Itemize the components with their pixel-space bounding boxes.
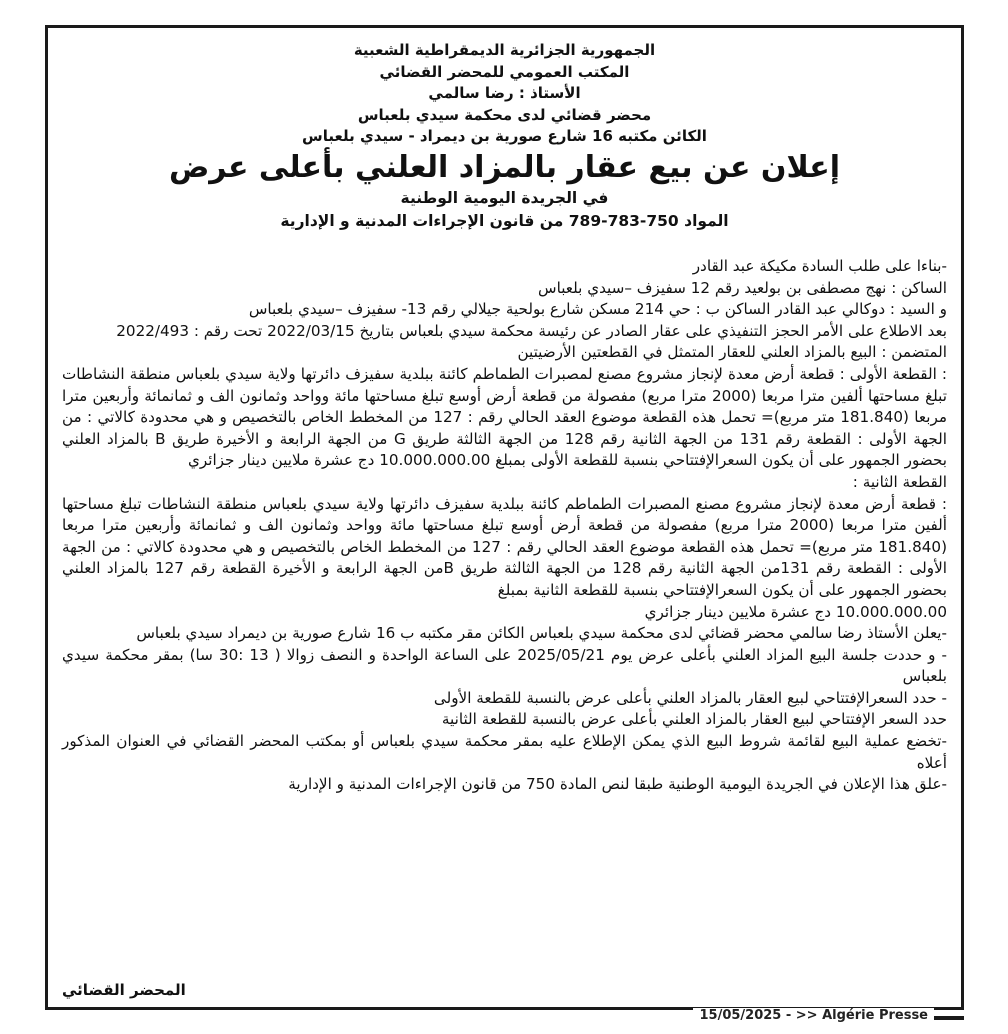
notice-header [48,40,961,233]
body-paragraph-resident-2: و السيد : دوكالي عبد القادر الساكن ب : حي 214 مسكن شارع بولحية جيلالي رقم 13- سفيزف –سيدي بلعباس [248,300,947,319]
body-paragraph-plot-2-price: 10.000.000.00 دج عشرة ملايين دينار جزائري [644,602,947,621]
notice-subtitle-articles: المواد 750-783-789 من قانون الإجراءات المدنية و الإدارية [280,211,729,230]
body-paragraph-conditions: -تخضع عملية البيع لقائمة شروط البيع الذي يمكن الإطلاع عليه بمقر محكمة سيدي بلعباس أو بمكتب المحضر القضائي في العنوان المذكور أعلاه [62,732,947,772]
body-paragraph-subject: المتضمن : البيع بالمزاد العلني للعقار المتمثل في القطعتين الأرضيتين [517,343,947,362]
body-paragraph-plot-2: : قطعة أرض معدة لإنجاز مشروع مصنع المصبرات الطماطم كائنة ببلدية سفيزف دائرتها ولاية سيدي بلعباس منطقة النشاطات تبلغ مساحتها ألفين مترا مربعا (2000 مترا مربع) مفصولة من قطعة أرض أوسع تبلغ مساحتها مائة وواحد وثمانون الف و ثمانمائة وأربعين مترا مربعا (181.840 متر مربع)= تحمل هذه القطعة موضوع العقد الحالي رقم : 127 من المخطط الخاص بالتخصيص و هي محدودة كالاتي : من الجهة الأولى : القطعة رقم 131من الجهة الثانية رقم 128 من الجهة الثالثة طريق Bمن الجهة الرابعة و الأخيرة القطعة رقم 127 بالمزاد العلني بحضور الجمهور على أن يكون السعرالإفتتاحي بنسبة للقطعة الثانية بمبلغ [62,494,948,599]
header-line-republic: الجمهورية الجزائرية الديمقراطية الشعبية [353,41,656,59]
body-paragraph-seizure-order: بعد الاطلاع على الأمر الحجز التنفيذي على عقار الصادر عن رئيسة محكمة سيدي بلعباس بتاريخ 2022/03/15 تحت رقم : 2022/493 [116,321,947,340]
footer-source-tag: 15/05/2025 - >> Algérie Presse [693,1008,934,1023]
header-line-office: المكتب العمومي للمحضر القضائي [379,62,630,81]
footer [45,1008,964,1028]
body-paragraph-plot-2-heading: القطعة الثانية : [852,472,947,491]
body-paragraph-request: -بناءا على طلب السادة مكيكة عبد القادر [692,257,947,275]
notice-subtitle-newspaper: في الجريدة اليومية الوطنية [400,188,609,207]
notice-title: إعلان عن بيع عقار بالمزاد العلني بأعلى عرض [168,149,841,185]
signature: المحضر القضائي [62,981,186,999]
body-paragraph-session: - و حددت جلسة البيع المزاد العلني بأعلى عرض يوم 2025/05/21 على الساعة الواحدة و النصف زوالا ( 13 :30 سا) بمقر محكمة سيدي بلعباس [62,645,947,686]
body-paragraph-price-plot-1: - حدد السعرالإفتتاحي لبيع العقار بالمزاد العلني بأعلى عرض بالنسبة للقطعة الأولى [433,688,947,707]
notice-body [62,256,947,796]
header-line-court: محضر قضائي لدى محكمة سيدي بلعباس [357,105,652,124]
body-paragraph-price-plot-2: حدد السعر الإفتتاحي لبيع العقار بالمزاد العلني بأعلى عرض بالنسبة للقطعة الثانية [441,710,947,729]
header-line-address: الكائن مكتبه 16 شارع صورية بن ديمراد - سيدي بلعباس [302,127,707,145]
body-paragraph-resident-1: الساكن : نهج مصطفى بن بولعيد رقم 12 سفيزف –سيدي بلعباس [538,278,947,297]
body-paragraph-publication: -علق هذا الإعلان في الجريدة اليومية الوطنية طبقا لنص المادة 750 من قانون الإجراءات المدنية و الإدارية [288,775,947,794]
header-line-name: الأستاذ : رضا سالمي [428,84,581,102]
body-paragraph-plot-1: : القطعة الأولى : قطعة أرض معدة لإنجاز مشروع مصنع لمصبرات الطماطم كائنة ببلدية سفيزف دائرتها ولاية سيدي بلعباس منطقة النشاطات تبلغ مساحتها ألفين مترا مربعا (2000 مترا مربع) مفصولة من قطعة أرض أوسع تبلغ مساحتها مائة وواحد وثمانون الف و ثمانمائة وأربعين مترا مربعا (181.840 متر مربع)= تحمل هذه القطعة موضوع العقد الحالي رقم : 127 من المخطط الخاص بالتخصيص و هي محدودة كالاتي : من الجهة الأولى : القطعة رقم 131 من الجهة الثانية رقم 128 من الجهة الثالثة طريق G من الجهة الرابعة و الأخيرة طريق B بالمزاد العلني بحضور الجمهور على أن يكون السعرالإفتتاحي بنسبة للقطعة الأولى بمبلغ 10.000.000.00 دج عشرة ملايين دينار جزائري [62,364,947,470]
notice-frame [45,25,964,1010]
body-paragraph-announcer: -يعلن الأستاذ رضا سالمي محضر قضائي لدى محكمة سيدي بلعباس الكائن مقر مكتبه ب 16 شارع صورية بن ديمراد سيدي بلعباس [136,624,947,643]
